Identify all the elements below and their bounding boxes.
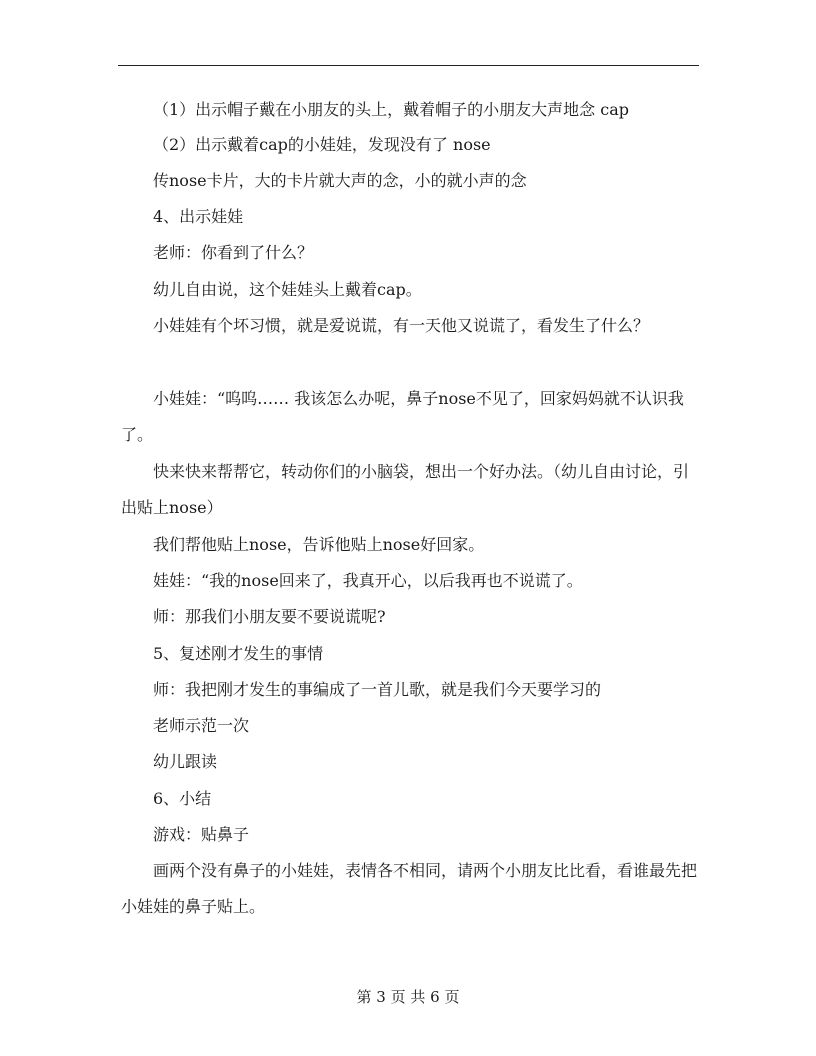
paragraph-3: 传nose卡片，大的卡片就大声的念，小的就小声的念: [153, 171, 527, 190]
paragraph-13: 5、复述刚才发生的事情: [153, 644, 324, 663]
paragraph-6: 幼儿自由说，这个娃娃头上戴着cap。: [153, 280, 422, 299]
paragraph-1: （1）出示帽子戴在小朋友的头上，戴着帽子的小朋友大声地念 cap: [153, 100, 630, 119]
paragraph-2: （2）出示戴着cap的小娃娃，发现没有了 nose: [153, 135, 491, 154]
paragraph-10: 我们帮他贴上nose，告诉他贴上nose好回家。: [153, 535, 485, 554]
paragraph-15: 老师示范一次: [153, 716, 250, 735]
paragraph-17: 6、小结: [153, 789, 212, 808]
paragraph-7: 小娃娃有个坏习惯，就是爱说谎，有一天他又说谎了，看发生了什么？: [153, 316, 650, 335]
paragraph-12: 师：那我们小朋友要不要说谎呢?: [153, 607, 386, 626]
paragraph-4: 4、出示娃娃: [153, 207, 244, 226]
page-number: 第 3 页 共 6 页: [356, 988, 460, 1006]
paragraph-19: 画两个没有鼻子的小娃娃，表情各不相同，请两个小朋友比比看，看谁最先把小娃娃的鼻子贴上。: [121, 861, 698, 916]
paragraph-16: 幼儿跟读: [153, 752, 218, 771]
paragraph-8: 小娃娃：“呜呜…… 我该怎么办呢，鼻子nose不见了，回家妈妈就不认识我了。: [121, 389, 684, 444]
header-rule: [118, 65, 699, 66]
paragraph-18: 游戏：贴鼻子: [153, 825, 250, 844]
paragraph-9: 快来快来帮帮它，转动你们的小脑袋，想出一个好办法。（幼儿自由讨论，引出贴上nose）: [121, 462, 690, 517]
paragraph-5: 老师：你看到了什么？: [153, 243, 314, 262]
paragraph-11: 娃娃：“我的nose回来了，我真开心，以后我再也不说谎了。: [153, 571, 583, 590]
paragraph-14: 师：我把刚才发生的事编成了一首儿歌，就是我们今天要学习的: [153, 680, 602, 699]
